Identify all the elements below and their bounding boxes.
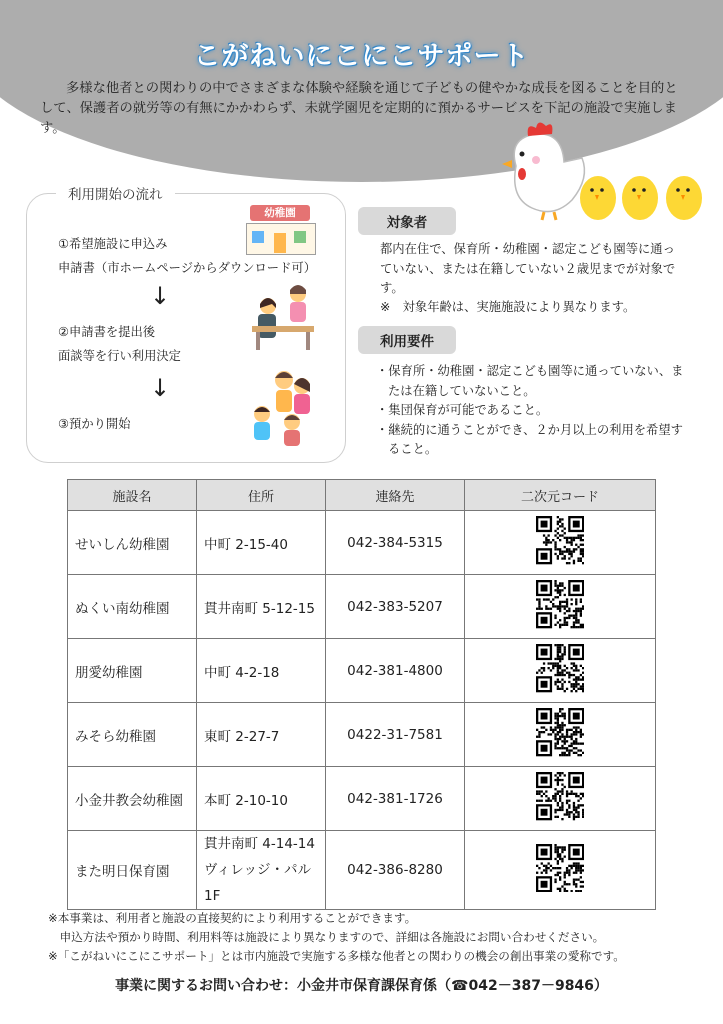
facility-tel: 042-386-8280: [326, 831, 465, 910]
qr-cell: [465, 575, 656, 639]
requirement-item: ・保育所・幼稚園・認定こども園等に通っていない、または在籍していないこと。: [376, 364, 684, 398]
chicken-chicks-illustration: [498, 118, 710, 222]
header-contact: 連絡先: [326, 480, 465, 511]
target-text: 都内在住で、保育所・幼稚園・認定こども園等に通っていない、または在籍していない２歳児までが対象です。: [380, 242, 676, 295]
qr-code-graphic: [536, 644, 584, 692]
flow-arrow-down-icon: ↓: [150, 374, 171, 402]
flow-step-2: ②申請書を提出後: [58, 325, 156, 339]
qr-code-graphic: [536, 708, 584, 756]
qr-cell: [465, 831, 656, 910]
facility-tel: 042-383-5207: [326, 575, 465, 639]
target-tag: 対象者: [358, 207, 456, 235]
facility-address-line1: 貫井南町 4-14-14: [204, 836, 315, 852]
kindergarten-building-icon: [246, 205, 314, 255]
page-title: こがねいにこにこサポート: [193, 41, 530, 72]
chick-icon: [580, 176, 616, 220]
qr-code-graphic: [536, 772, 584, 820]
table-row: [68, 703, 656, 767]
facility-name: また明日保育園: [68, 831, 197, 910]
chicken-icon: [502, 122, 584, 220]
header-qr-code: 二次元コード: [465, 480, 656, 511]
intro-text: 多様な他者との関わりの中でさまざまな体験や経験を通じて子どもの健やかな成長を図ることを目的として、保護者の就労等の有無にかかわらず、未就学園児を定期的に預かるサービスを下記の施設で実施します。: [40, 81, 678, 136]
header-address: 住所: [197, 480, 326, 511]
facility-tel: 042-381-4800: [326, 639, 465, 703]
table-row: [68, 511, 656, 575]
qr-cell: [465, 703, 656, 767]
facility-address: 本町 2-10-10: [197, 767, 326, 831]
requirements-list: [376, 362, 686, 460]
facility-tel: 0422-31-7581: [326, 703, 465, 767]
qr-code-graphic: [536, 516, 584, 564]
facility-address: 東町 2-27-7: [197, 703, 326, 767]
flow-step-2-detail: 面談等を行い利用決定: [58, 349, 181, 363]
flow-step-3: ③預かり開始: [58, 417, 131, 431]
table-row: [68, 639, 656, 703]
facility-tel: 042-381-1726: [326, 767, 465, 831]
qr-code-icon[interactable]: [536, 708, 584, 760]
qr-code-graphic: [536, 580, 584, 628]
facility-name: ぬくい南幼稚園: [68, 575, 197, 639]
qr-cell: [465, 639, 656, 703]
qr-code-icon[interactable]: [536, 644, 584, 696]
facility-tel: 042-384-5315: [326, 511, 465, 575]
children-illustration-icon: [244, 366, 320, 450]
qr-code-graphic: [536, 844, 584, 892]
table-header-row: [68, 480, 656, 511]
flow-step-1-detail: 申請書（市ホームページからダウンロード可）: [58, 261, 316, 275]
facility-address-line2: ヴィレッジ・パル 1F: [204, 862, 312, 904]
requirement-item: ・継続的に通うことができ、２か月以上の利用を希望すること。: [376, 422, 683, 456]
kindergarten-sign: 幼稚園: [250, 205, 310, 221]
flow-heading: 利用開始の流れ: [56, 183, 175, 203]
flow-arrow-down-icon: ↓: [150, 282, 171, 310]
table-row: [68, 575, 656, 639]
qr-cell: [465, 511, 656, 575]
facilities-table: [67, 479, 656, 910]
header-facility-name: 施設名: [68, 480, 197, 511]
qr-code-icon[interactable]: [536, 772, 584, 824]
qr-cell: [465, 767, 656, 831]
qr-code-icon[interactable]: [536, 580, 584, 632]
contact-info: 事業に関するお問い合わせ：小金井市保育課保育係（☎042－387－9846）: [115, 978, 608, 994]
chick-icon: [666, 176, 702, 220]
qr-code-icon[interactable]: [536, 844, 584, 896]
flow-step-1: ①希望施設に申込み: [58, 237, 168, 251]
facility-name: せいしん幼稚園: [68, 511, 197, 575]
facility-address: 貫井南町 5-12-15: [197, 575, 326, 639]
chick-icon: [622, 176, 658, 220]
requirements-tag: 利用要件: [358, 326, 456, 354]
target-note: ※ 対象年齢は、実施施設により異なります。: [380, 300, 636, 314]
facility-address: 中町 4-2-18: [197, 639, 326, 703]
note-line-2: 申込方法や預かり時間、利用料等は施設により異なりますので、詳細は各施設にお問い合わせください。: [48, 930, 605, 944]
note-line-3: ※「こがねいにこにこサポート」とは市内施設で実施する多様な他者との関わりの機会の創出事業の愛称です。: [48, 949, 625, 963]
qr-code-icon[interactable]: [536, 516, 584, 568]
facility-address: 中町 2-15-40: [197, 511, 326, 575]
note-line-1: ※本事業は、利用者と施設の直接契約により利用することができます。: [48, 911, 417, 925]
table-row: [68, 831, 656, 910]
facility-name: 小金井教会幼稚園: [68, 767, 197, 831]
notes: [48, 909, 688, 966]
facility-name: みそら幼稚園: [68, 703, 197, 767]
interview-illustration-icon: [246, 282, 318, 352]
facility-address: [197, 831, 326, 910]
facility-name: 朋愛幼稚園: [68, 639, 197, 703]
table-row: [68, 767, 656, 831]
requirement-item: ・集団保育が可能であること。: [376, 403, 549, 417]
